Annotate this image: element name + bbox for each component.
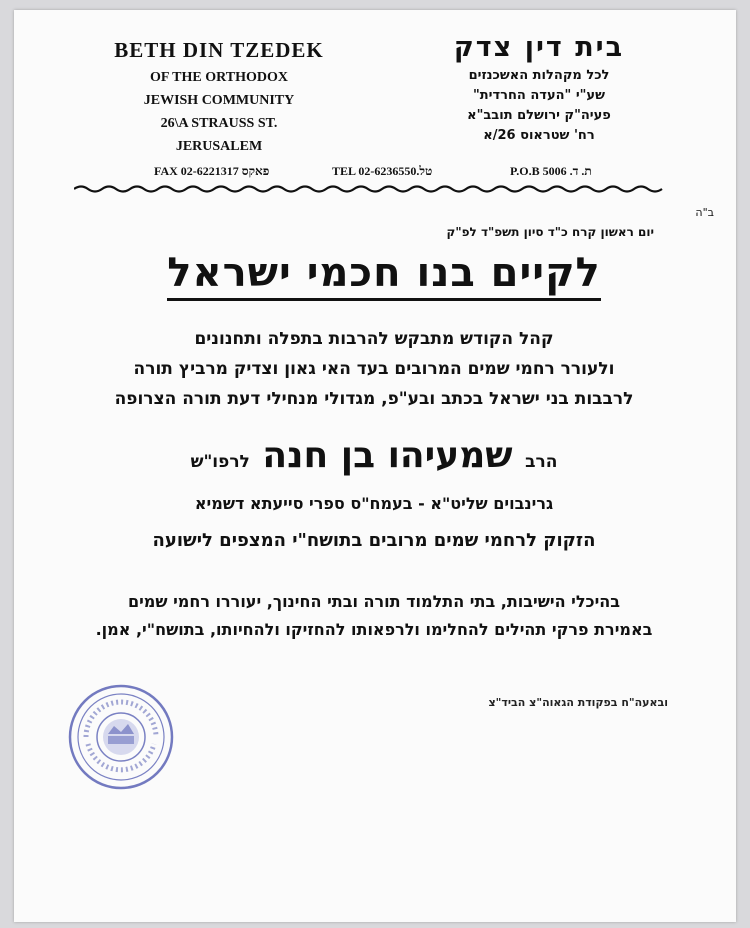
- notice-title: [134, 250, 634, 296]
- header-hebrew-line: רח' שטראוס 26/א: [483, 128, 595, 143]
- closing-line: בהיכלי הישיבות, בתי התלמוד תורה ובתי החינוך, יעוררו רחמי שמים: [127, 592, 621, 611]
- header-hebrew-line: שע"י "העדה החרדית": [473, 88, 605, 103]
- official-stamp: [66, 682, 176, 792]
- fax-number: FAX 02-6221317 פאקס: [154, 164, 270, 178]
- date-line: יום ראשון קרח כ"ד סיון תשפ"ד לפ"ק: [446, 225, 654, 239]
- body-line: לרבבות בני ישראל בכתב ובע"פ, מגדולי מנחילי דעת תורה הצרופה: [114, 389, 634, 409]
- subline: גרינבוים שליט"א - בעמח"ס ספרי סייעתא דשמיא: [194, 494, 554, 513]
- header-hebrew-title: בית דין צדק: [453, 32, 625, 63]
- header-english-line: JERUSALEM: [175, 139, 263, 154]
- closing-paragraph: [54, 588, 694, 644]
- header-hebrew-line: פעיה"ק ירושלם תובב"א: [467, 108, 611, 123]
- person-name: שמעיהו בן חנה: [262, 435, 513, 476]
- body-paragraph: [54, 324, 694, 414]
- header-english-line: 26\A STRAUSS ST.: [160, 116, 278, 131]
- person-name-line: [54, 434, 694, 484]
- signature-line: ובאעה"ח בפקודת הגאוה"צ הביד"צ: [488, 696, 668, 709]
- header-hebrew: [414, 32, 664, 143]
- body-line: קהל הקודש מתבקש להרבות בתפלה ותחנונים: [194, 329, 554, 349]
- wavy-divider: [74, 184, 664, 194]
- header-english-line: OF THE ORTHODOX: [150, 70, 288, 85]
- name-prefix: הרב: [525, 452, 558, 472]
- bh-mark: ב"ה: [695, 206, 714, 219]
- document-page: [14, 10, 736, 922]
- body-line: ולעורר רחמי שמים המרובים בעד האי גאון וצדיק מרביץ תורה: [133, 359, 615, 379]
- closing-line: באמירת פרקי תהילים להחלימו ולרפאותו להחזיקו ולהחיותו, בתושח"י, אמן.: [95, 620, 653, 639]
- header-hebrew-line: לכל מקהלות האשכנזים: [468, 68, 610, 83]
- header-english: [84, 38, 354, 155]
- header-english-title: BETH DIN TZEDEK: [114, 38, 324, 62]
- name-suffix: לרפו"ש: [190, 452, 250, 472]
- need-line: הזקוק לרחמי שמים מרובים בתושח"י המצפים לישועה: [152, 530, 596, 551]
- tel-number: TEL 02-6236550.טל: [332, 164, 433, 178]
- po-box: P.O.B 5006 .ת. ד: [510, 164, 592, 178]
- notice-title-text: לקיים בנו חכמי ישראל: [167, 250, 600, 301]
- header-english-line: JEWISH COMMUNITY: [143, 93, 295, 108]
